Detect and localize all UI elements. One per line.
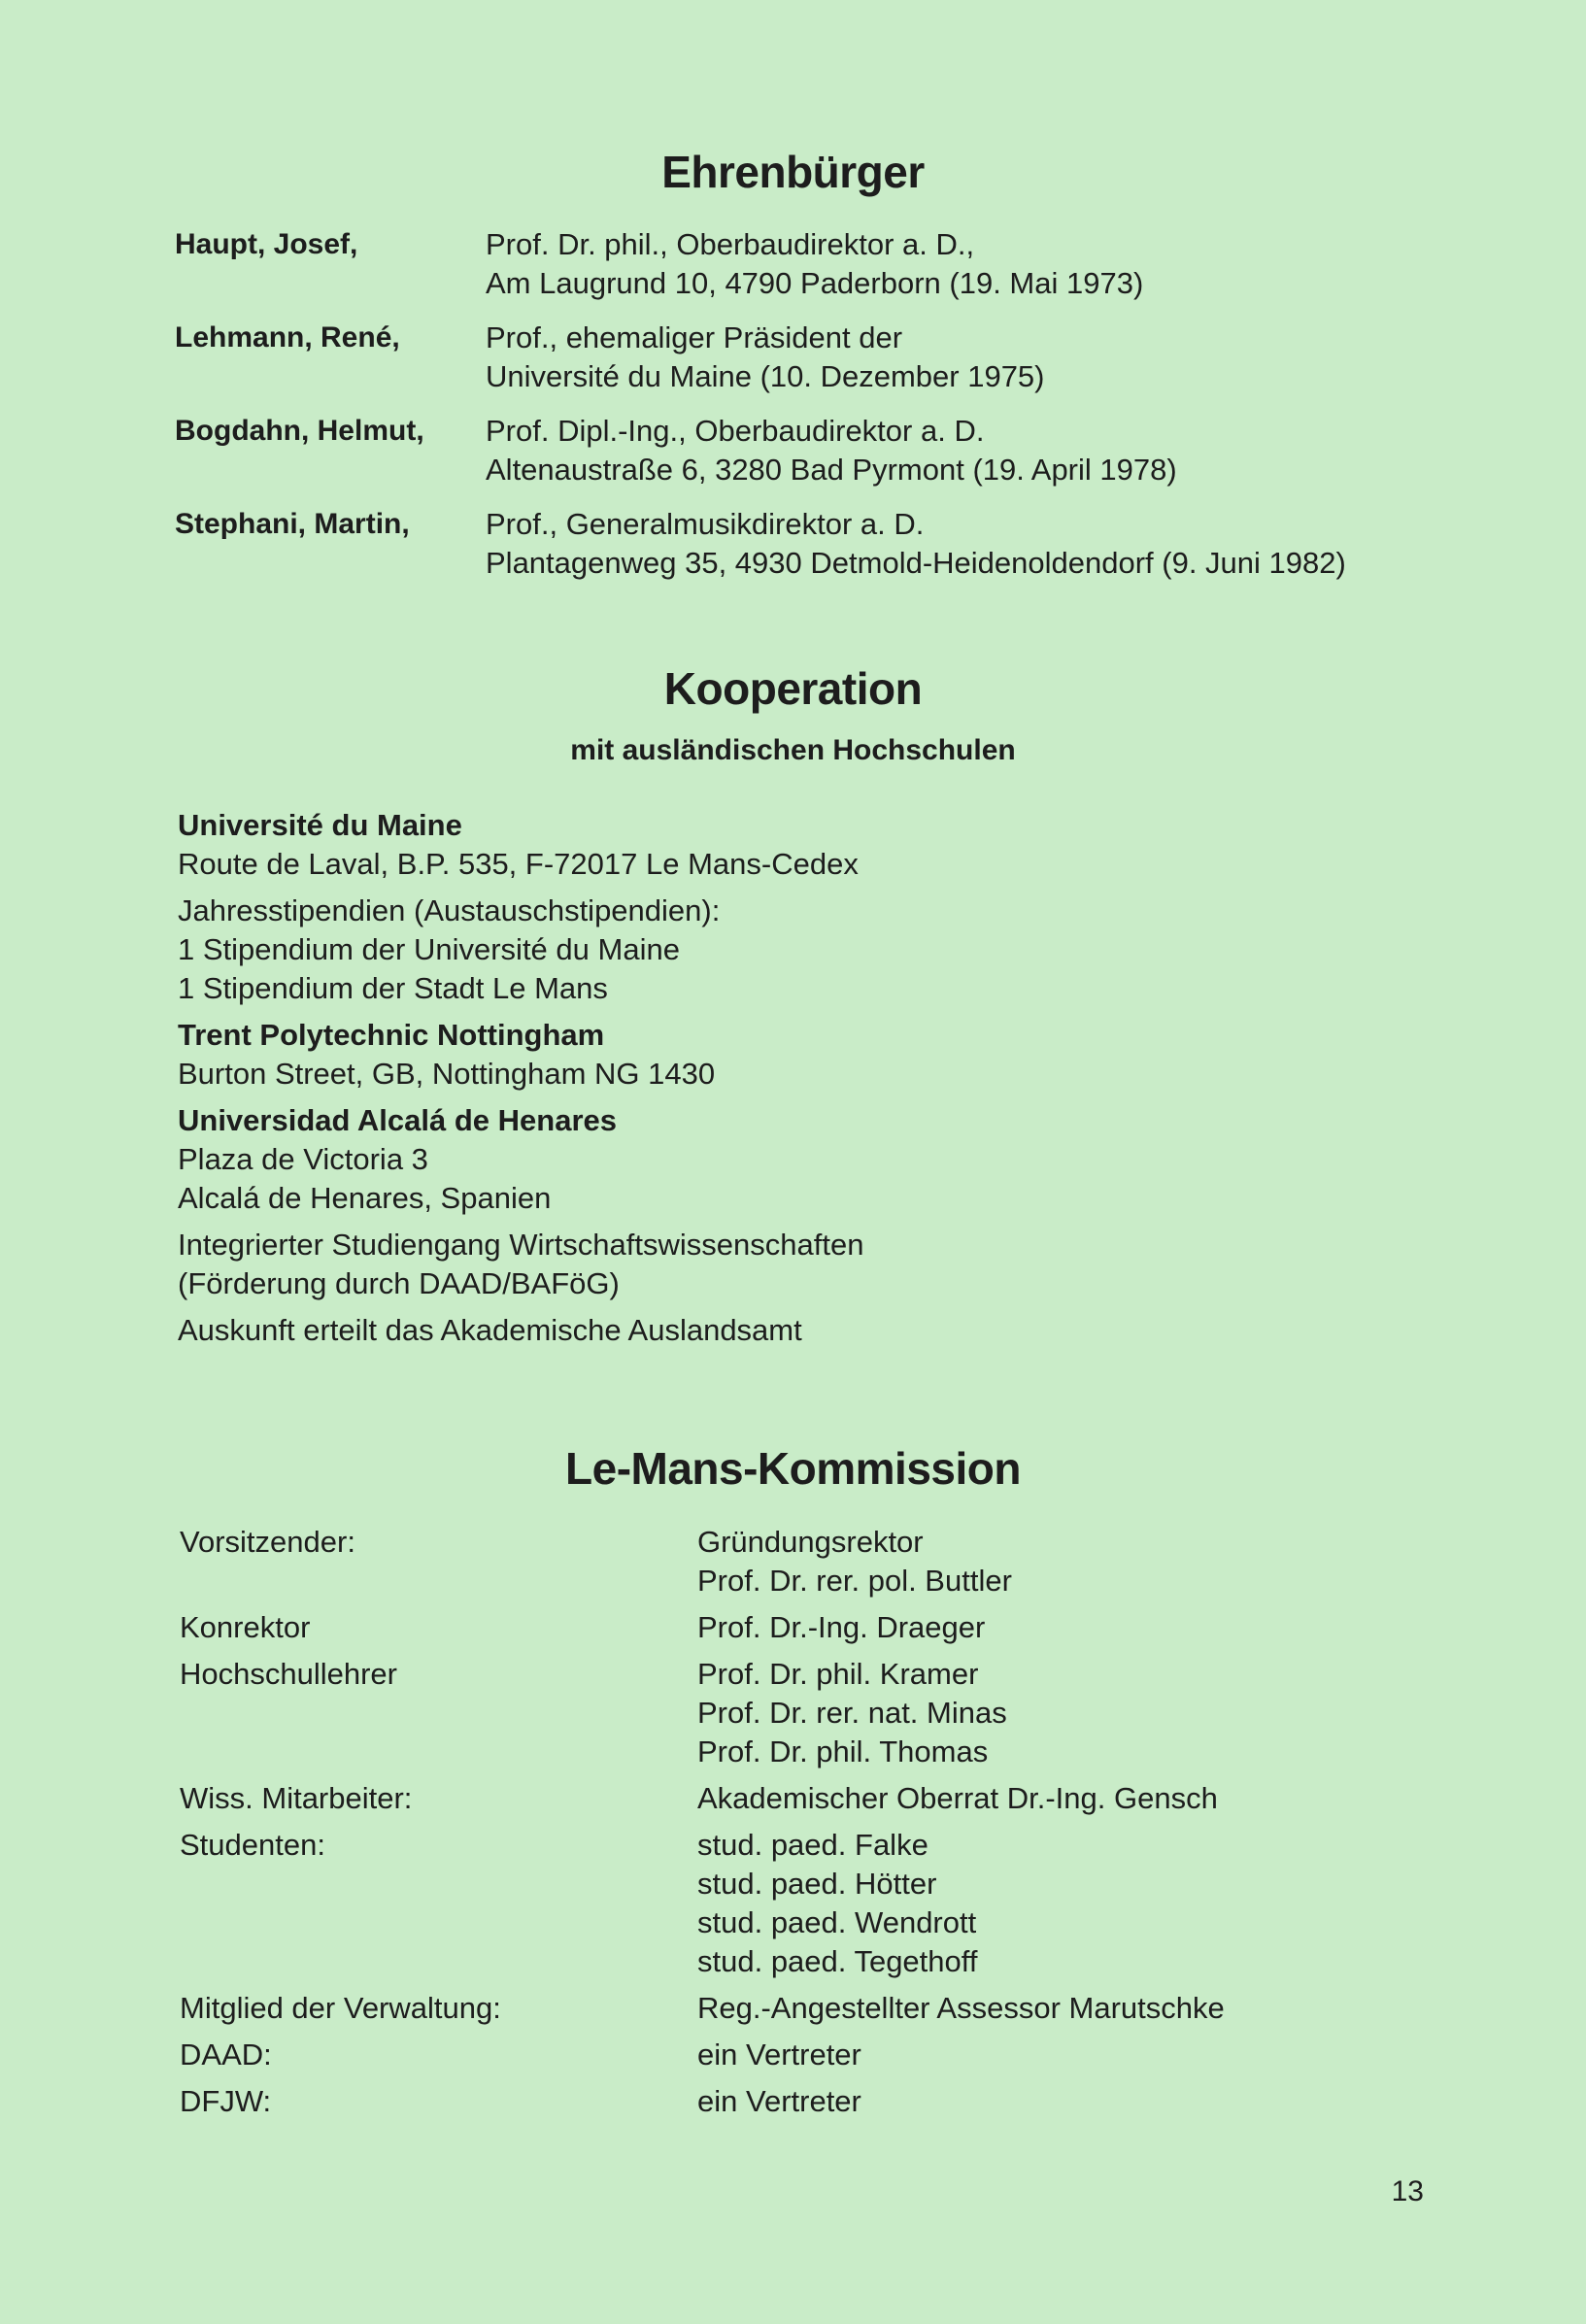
info-block — [178, 1311, 1440, 1350]
commission-row — [180, 1655, 1442, 1771]
honorary-citizen-name: Stephani, Martin, — [175, 508, 410, 540]
commission-role: Hochschullehrer — [180, 1657, 397, 1691]
info-line: Jahresstipendien (Austauschstipendien): — [178, 893, 721, 927]
commission-row — [180, 1826, 1442, 1981]
info-block — [178, 1226, 1440, 1303]
partner-name: Université du Maine — [178, 808, 462, 842]
member-line: Prof. Dr. rer. nat. Minas — [697, 1696, 1007, 1730]
detail-line: Prof. Dr. phil., Oberbaudirektor a. D., — [486, 227, 975, 261]
commission-row — [180, 1989, 1442, 2028]
honorary-citizen-name: Bogdahn, Helmut, — [175, 415, 424, 447]
commission-members — [697, 1779, 1218, 1818]
lemans-title: Le-Mans-Kommission — [565, 1443, 1021, 1494]
detail-line: Université du Maine (10. Dezember 1975) — [486, 359, 1045, 393]
member-line: stud. paed. Wendrott — [697, 1905, 977, 1939]
partner-name: Universidad Alcalá de Henares — [178, 1103, 617, 1137]
kooperation-title: Kooperation — [663, 663, 923, 714]
detail-line: Prof., Generalmusikdirektor a. D. — [486, 507, 925, 541]
ehrenbuerger-entry — [175, 505, 1437, 598]
commission-members — [697, 1655, 1007, 1771]
commission-row — [180, 2036, 1442, 2074]
detail-line: Altenaustraße 6, 3280 Bad Pyrmont (19. April 1978) — [486, 453, 1177, 487]
detail-line: Plantagenweg 35, 4930 Detmold-Heidenoldendorf (9. Juni 1982) — [486, 546, 1346, 580]
lemans-list — [180, 1523, 1442, 2129]
member-line: Prof. Dr. phil. Kramer — [697, 1657, 979, 1691]
honorary-citizen-details — [486, 319, 1045, 412]
commission-row — [180, 2082, 1442, 2121]
info-line: Auskunft erteilt das Akademische Auslandsamt — [178, 1313, 802, 1347]
partner-block — [178, 806, 1440, 884]
ehrenbuerger-entry — [175, 319, 1437, 412]
commission-row — [180, 1608, 1442, 1647]
info-block — [178, 892, 1440, 1008]
detail-line: Am Laugrund 10, 4790 Paderborn (19. Mai 1973) — [486, 266, 1144, 300]
commission-role: Konrektor — [180, 1610, 311, 1644]
detail-line: Prof. Dipl.-Ing., Oberbaudirektor a. D. — [486, 414, 985, 448]
ehrenbuerger-title: Ehrenbürger — [661, 147, 925, 197]
commission-members — [697, 2036, 861, 2074]
commission-role: DFJW: — [180, 2084, 272, 2118]
partner-block — [178, 1016, 1440, 1094]
ehrenbuerger-entry — [175, 225, 1437, 319]
partner-line: Plaza de Victoria 3 — [178, 1142, 428, 1176]
member-line: Akademischer Oberrat Dr.-Ing. Gensch — [697, 1781, 1218, 1815]
commission-role: DAAD: — [180, 2038, 272, 2071]
commission-members — [697, 2082, 861, 2121]
ehrenbuerger-entry — [175, 412, 1437, 505]
partner-block — [178, 1101, 1440, 1218]
commission-members — [697, 1989, 1225, 2028]
member-line: stud. paed. Tegethoff — [697, 1944, 978, 1978]
kooperation-subtitle: mit ausländischen Hochschulen — [570, 734, 1016, 766]
info-line: 1 Stipendium der Université du Maine — [178, 932, 680, 966]
kooperation-list — [178, 806, 1440, 1358]
honorary-citizen-details — [486, 505, 1346, 598]
info-line: 1 Stipendium der Stadt Le Mans — [178, 971, 608, 1005]
honorary-citizen-details — [486, 412, 1177, 505]
partner-line: Burton Street, GB, Nottingham NG 1430 — [178, 1057, 716, 1091]
partner-line: Route de Laval, B.P. 535, F-72017 Le Mans-Cedex — [178, 847, 859, 881]
commission-role: Mitglied der Verwaltung: — [180, 1991, 501, 2025]
member-line: Gründungsrektor — [697, 1525, 924, 1559]
info-line: Integrierter Studiengang Wirtschaftswissenschaften — [178, 1228, 864, 1262]
member-line: stud. paed. Falke — [697, 1828, 928, 1862]
commission-members — [697, 1523, 1012, 1600]
partner-line: Alcalá de Henares, Spanien — [178, 1181, 552, 1215]
commission-role: Wiss. Mitarbeiter: — [180, 1781, 413, 1815]
member-line: Prof. Dr. rer. pol. Buttler — [697, 1564, 1012, 1598]
member-line: stud. paed. Hötter — [697, 1867, 937, 1901]
commission-members — [697, 1826, 977, 1981]
commission-row — [180, 1779, 1442, 1818]
commission-members — [697, 1608, 985, 1647]
commission-role: Studenten: — [180, 1828, 325, 1862]
honorary-citizen-name: Lehmann, René, — [175, 321, 400, 354]
commission-role: Vorsitzender: — [180, 1525, 355, 1559]
member-line: Prof. Dr.-Ing. Draeger — [697, 1610, 986, 1644]
commission-row — [180, 1523, 1442, 1600]
member-line: ein Vertreter — [697, 2084, 861, 2118]
page-number: 13 — [1391, 2175, 1424, 2207]
honorary-citizen-name: Haupt, Josef, — [175, 228, 358, 260]
honorary-citizen-details — [486, 225, 1143, 319]
partner-name: Trent Polytechnic Nottingham — [178, 1018, 605, 1052]
detail-line: Prof., ehemaliger Präsident der — [486, 320, 903, 354]
info-line: (Förderung durch DAAD/BAFöG) — [178, 1266, 620, 1300]
member-line: ein Vertreter — [697, 2038, 861, 2071]
member-line: Prof. Dr. phil. Thomas — [697, 1735, 989, 1768]
member-line: Reg.-Angestellter Assessor Marutschke — [697, 1991, 1225, 2025]
ehrenbuerger-list — [175, 225, 1437, 598]
